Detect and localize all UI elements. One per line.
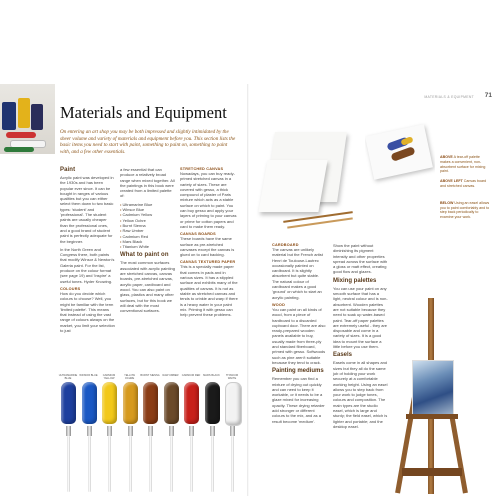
swatch-label: WINSOR BLUE — [79, 374, 98, 377]
brush-ferrule — [169, 426, 174, 436]
brush-handle — [67, 436, 70, 492]
paint-blob — [123, 382, 138, 424]
colours-para: How do you decide which colours to choose? Well, you might be familiar with the term 'limited palette'. This means that instead of using the vast range of colours always on the market, you limit your selection to just — [60, 290, 115, 334]
heading-paint: Paint — [60, 167, 76, 173]
easel-painting — [412, 360, 454, 416]
tube-green — [4, 147, 34, 152]
paint-swatch — [122, 382, 139, 492]
brush-ferrule — [87, 426, 92, 436]
palette-item: • Yellow Ochre — [120, 218, 175, 223]
left-col-3 — [180, 167, 238, 320]
canvas-paper-subhead: CANVAS TEXTURED PAPER — [180, 260, 236, 265]
paint-swatch — [163, 382, 180, 492]
brush-ferrule — [107, 426, 112, 436]
brush-handle — [231, 436, 234, 492]
paint-swatch — [183, 382, 200, 492]
easels-para: Easels come in all shapes and sizes but they all do the same job of holding your work securely at a comfortable working height. Using an easel allows you to step back from your work to judge tones, colours and composition. The main types are the studio easel, which is large and sturdy; the field easel, which is lighter and portable; and the desktop easel. — [333, 360, 388, 429]
brush-ferrule — [210, 426, 215, 436]
tube-red — [6, 132, 36, 138]
palette-item: • Ultramarine Blue — [120, 202, 175, 207]
wood-para: You can paint on all kinds of wood, from a piece of hardboard to a discarded cupboard door. There are also ready-prepared wooden panels available to buy, usually made from three-ply and standard fiberboard, primed with gesso. Softwoods such as pine aren't suitable because they tend to crack. — [272, 306, 326, 365]
swatch-label: YELLOW OCHRE — [124, 374, 135, 380]
canvas-boards-subhead: CANVAS BOARDS — [180, 232, 216, 237]
mixing-palettes-para: You can use your paint on any smooth surface that has a light, neutral colour and is non-absorbent. Wooden palettes are not suitable because they need to soak up water-based paint. Tear-off paper palettes are extremely useful - they are disposable and come in a variety of sizes. It is a good idea to mount the surface a little before you use them. — [333, 285, 388, 350]
palette-item: • Cadmium Red — [120, 234, 175, 239]
right-col-1 — [272, 243, 327, 427]
brush-handle — [170, 436, 173, 492]
easel-tray — [406, 414, 458, 419]
swatch-label: BURNT SIENNA — [140, 374, 160, 377]
paint-tubes-photo — [0, 84, 55, 154]
paint-blob — [225, 382, 242, 426]
palette-item: • Cadmium Yellow — [120, 212, 175, 217]
brush-ferrule — [128, 426, 133, 436]
brush-handle — [129, 436, 132, 492]
paint-blob — [102, 382, 117, 424]
swatch-label: TITANIUM WHITE — [225, 374, 239, 380]
canvas-boards-para: These boards have the same surface as pre-stretched canvases except the canvas is glued on to card backing. — [180, 236, 235, 258]
swatch-label: CADMIUM YELLOW — [102, 374, 116, 380]
swatch-label: CADMIUM RED — [181, 374, 201, 377]
palette-item: • Burnt Sienna — [120, 223, 175, 228]
palette-item: • Winsor Blue — [120, 207, 175, 212]
running-head: MATERIALS & EQUIPMENT — [424, 95, 474, 99]
palette-item: • Titanium White — [120, 244, 175, 249]
palette-intro: a few essential that can produce a relatively broad range when mixed together. All the paintings in this book were created from a limited palette of: — [120, 167, 175, 199]
jar-yellow — [18, 98, 30, 128]
brush-ferrule — [66, 426, 71, 436]
cardboard-para: The canvas are unlikely material but the French artist Henri de Toulouse-Lautrec occasionally painted on cardboard. It is slightly absorbent but quite stable. The natural colour of cardboard makes a good 'ground' on which to start an acrylic painting. — [272, 247, 323, 300]
paint-swatch — [204, 382, 221, 492]
paint-blob — [61, 382, 76, 424]
stretched-canvas-subhead: STRETCHED CANVAS — [180, 167, 224, 171]
easel-base — [402, 468, 462, 476]
paint-swatch — [81, 382, 98, 492]
palette-photo — [365, 118, 435, 188]
brush-handle — [108, 436, 111, 492]
jar-blue — [2, 102, 16, 130]
book-spine — [247, 84, 249, 496]
brush-1 — [283, 211, 353, 223]
paint-swatch — [101, 382, 118, 492]
palette-item: • Raw Umber — [120, 228, 175, 233]
brush-ferrule — [230, 426, 235, 436]
brush-handle — [88, 436, 91, 492]
left-col-2 — [120, 167, 175, 316]
brush-ferrule — [148, 426, 153, 436]
caption-above — [440, 155, 490, 174]
brush-ferrule — [189, 426, 194, 436]
limited-palette-list — [120, 202, 175, 250]
cardboard-subhead: CARDBOARD — [272, 243, 299, 247]
page-number: 71 — [484, 92, 492, 99]
caption-label: ABOVE — [440, 155, 453, 159]
swatch-label: ULTRAMARINE BLUE — [58, 374, 78, 380]
swatch-label: MARS BLACK — [203, 374, 220, 377]
canvas-paper-para: This is a specially made paper that comes in pads and in various sizes. It has a stippled surface and exhibits many of the qualities of canvas. It is not as stable as stretched canvas and tends to crinkle and warp if there is a heavy water in your paint mix. Priming it with gesso can help prevent these problems. — [180, 264, 238, 318]
left-col-1 — [60, 167, 115, 336]
brush-handle — [149, 436, 152, 492]
paint-blob — [184, 382, 199, 424]
caption-label: ABOVE LEFT — [440, 179, 463, 184]
caption-below — [440, 201, 490, 220]
caption-column — [440, 155, 490, 220]
paint-swatch — [142, 382, 159, 492]
caption-label: BELOW — [440, 200, 454, 205]
painting-mediums-heading: Painting mediums — [272, 368, 324, 375]
brush-handle — [190, 436, 193, 492]
caption-text: A tear-off palette makes a convenient, non-absorbent surface for mixing paint. — [440, 155, 486, 174]
paint-blob — [82, 382, 97, 424]
paint-swatch — [60, 382, 77, 492]
swatch-label: RAW UMBER — [162, 374, 179, 377]
paint-blob — [205, 382, 220, 424]
mediums-continued-para: Show the paint without diminishing its pigment intensity and other properties spread across the surface with a gloss or matt effect, creating good flow and glazes. — [333, 243, 388, 275]
palette-item: • Mars Black — [120, 239, 175, 244]
paint-swatch — [224, 382, 241, 492]
canvas-photo — [255, 120, 360, 235]
right-col-2 — [333, 243, 388, 432]
paint-para-1: Acrylic paint was developed in the 1930s and has been popular ever since. It can be bought in ranges of various qualities but you can either select them down to two basic types: 'student' and 'professional'. The student paints are usually cheaper than the professional ones, and a good brand of student paint is perfectly adequate for the beginner. — [60, 175, 114, 244]
page-title: Materials and Equipment — [60, 103, 227, 122]
caption-text: Using an easel allows you to paint comfortably and to step back periodically to examine your work. — [440, 200, 490, 220]
paint-blob — [143, 382, 158, 424]
what-to-paint-on-heading: What to paint on — [120, 252, 169, 259]
intro-paragraph: On entering an art shop you may be both impressed and slightly intimidated by the sheer volume and variety of materials and equipment before you. This section lists the basic items you need to start with paint, something to paint on, something to paint with, and a few other essentials. — [60, 129, 236, 155]
canvas-board — [258, 160, 327, 212]
easel-photo — [392, 298, 472, 494]
paint-blob — [164, 382, 179, 424]
stretched-canvas-para: Nowadays, you can buy ready-primed stretched canvas in a variety of sizes. These are covered with gesso, a thick compound of plaster of Paris mixture which acts as a stable surface on which to paint. You can buy gesso and apply your layers of priming to your canvas or prime for cotton papers and card to make them ready. — [180, 171, 237, 229]
colours-subhead: COLOURS — [60, 286, 81, 291]
mixing-palettes-heading: Mixing palettes — [333, 277, 377, 284]
wood-subhead: WOOD — [272, 302, 286, 307]
caption-text: Canvas board and stretched canvas. — [440, 179, 487, 188]
paint-para-2: In the North Green and Congress there, both paints that modify Winsor & Newton's Galeria paint. For the list, produce on the colour format (see page 19) and 'Inspire' a useful tones. Hyder Knowing. — [60, 246, 115, 284]
easels-heading: Easels — [333, 352, 353, 359]
jar-label — [31, 104, 43, 130]
caption-above-left — [440, 179, 490, 189]
what-to-paint-on-para: The most common surfaces associated with acrylic painting are stretched canvas, canvas boards, pre-stretched canvas, acrylic paper, cardboard and wood. You can also paint on glass, plastics and many other surfaces, but for this book we will deal with the most conventional surfaces. — [120, 260, 175, 314]
painting-mediums-para: Remember you can find a mixture of drying out quickly and can need to keep it workable, or it needs to be a glaze mixed for increasing opacity. These drying retarder add stronger or different colours to the mix, and as a result become 'medium'. — [272, 376, 325, 424]
brush-handle — [211, 436, 214, 492]
